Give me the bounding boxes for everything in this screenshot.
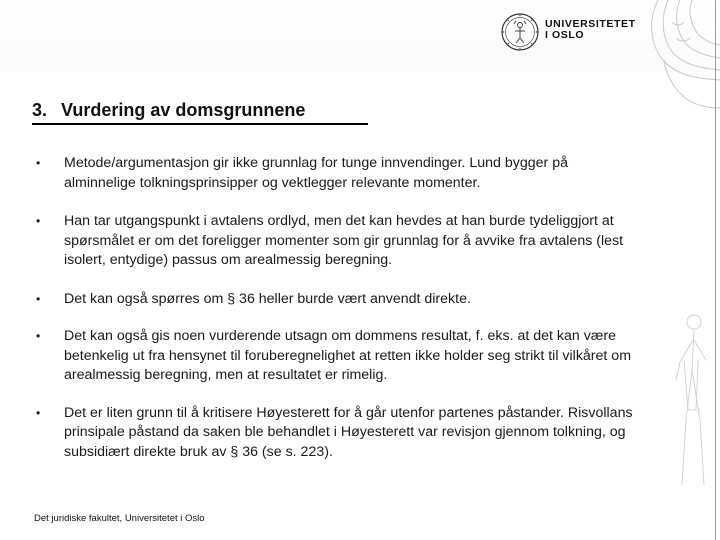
footer-text: Det juridiske fakultet, Universitetet i Oslo [34,513,205,524]
bullet-marker: • [36,329,41,343]
bullet-marker: • [36,291,41,306]
bullet-text: Han tar utgangspunkt i avtalens ordlyd, men det kan hevdes at han burde tydeliggjort at spørsmålet er om det foreligger momenter som gir grunnlag for å avvike fra avtalens (lest isolert, entydige) passus om arealmessig beregning. [64,213,624,268]
bullet-item [36,154,636,193]
bullet-item [36,290,636,310]
bullet-item [36,212,636,271]
decorative-figure-illustration [636,300,716,490]
bullet-marker: • [36,214,41,228]
university-logo-text [545,19,636,41]
logo-line-1: UNIVERSITETET [545,18,636,30]
bullet-text: Det kan også spørres om § 36 heller burde vært anvendt direkte. [64,290,471,307]
decorative-head-illustration [628,0,720,110]
bullet-text: Det er liten grunn til å kritisere Høyesterett for å går utenfor partenes påstander. Risvollans prinsipale påstand da saken ble behandlet i Høyesterett var revisjon gjennom tolkning, og subsidiært direkte bruk av § 36 (se s. 223). [64,404,633,460]
bullet-text: Metode/argumentasjon gir ikke grunnlag for tunge innvendinger. Lund bygger på alminnelige tolkningsprinsipper og vektlegger relevante momenter. [64,155,568,191]
slide-title [32,100,305,121]
slide-title-text: Vurdering av domsgrunnene [61,100,306,120]
logo-line-2: I OSLO [545,29,585,41]
university-seal-icon [500,12,540,52]
title-underline [32,123,368,125]
right-border-rule [715,0,716,540]
bullet-marker: • [36,156,41,170]
bullet-item [36,404,636,463]
bullet-item [36,327,636,386]
bullet-marker: • [36,405,41,420]
slide-number: 3. [32,100,48,120]
bullet-list [36,154,636,462]
bullet-text: Det kan også gis noen vurderende utsagn om dommens resultat, f. eks. at det kan være betenkelig ut fra hensynet til foruberegnelighet at retten ikke holder seg strikt til vilkåret om arealmessig beregning, men at resultatet er rimelig. [64,328,632,383]
